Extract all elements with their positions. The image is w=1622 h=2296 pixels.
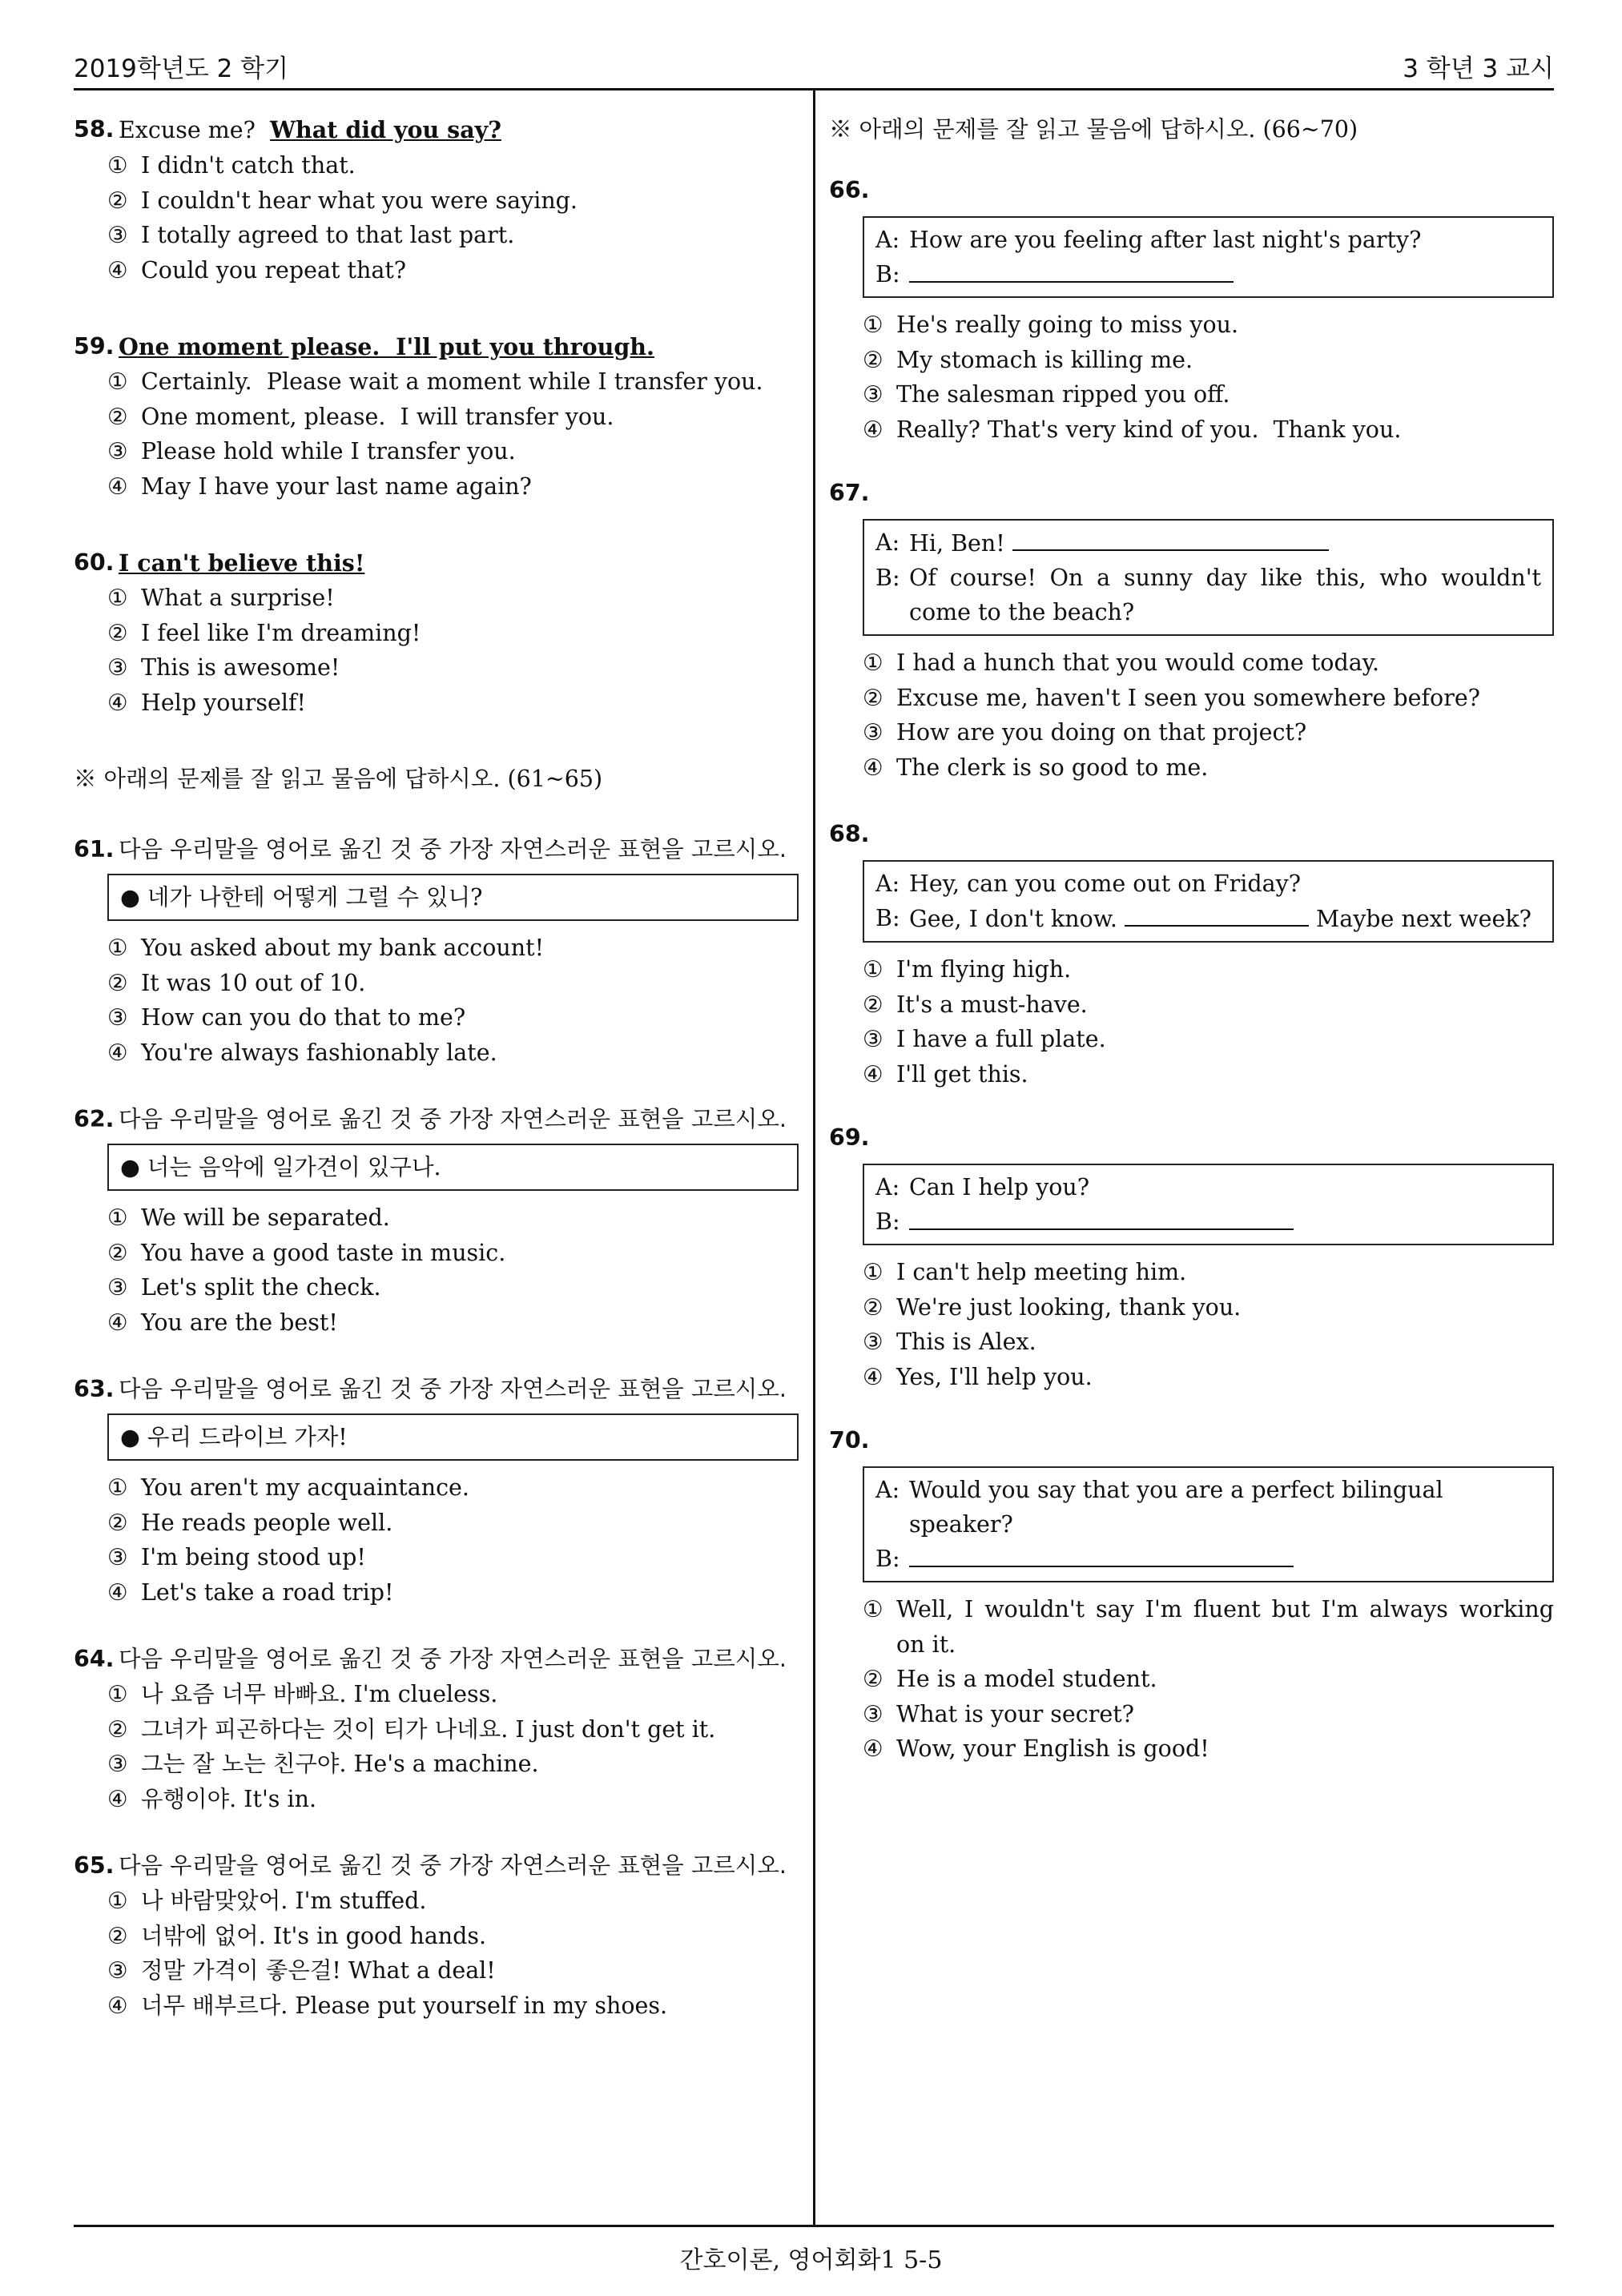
option[interactable]: ④ Let's take a road trip!: [107, 1578, 394, 1606]
line-a: Hey, can you come out on Friday?: [909, 871, 1301, 897]
question-stem: 다음 우리말을 영어로 옮긴 것 중 가장 자연스러운 표현을 고르시오.: [119, 836, 787, 863]
option[interactable]: ② I feel like I'm dreaming!: [107, 619, 421, 646]
options: [74, 1470, 799, 1610]
instruction-note: ※ 아래의 문제를 잘 읽고 물음에 답하시오. (61~65): [74, 766, 603, 792]
question-number: 63.: [74, 1376, 115, 1402]
option[interactable]: ② He is a model student.: [863, 1666, 1157, 1692]
dialog-box: [863, 1164, 1554, 1245]
question-stem: 다음 우리말을 영어로 옮긴 것 중 가장 자연스러운 표현을 고르시오.: [119, 1106, 787, 1132]
question-number: 60.: [74, 549, 115, 576]
option[interactable]: ② 그녀가 피곤하다는 것이 티가 나네요. I just don't get it.: [107, 1715, 716, 1743]
option[interactable]: ③ I'm being stood up!: [107, 1544, 366, 1570]
option[interactable]: ④ Yes, I'll help you.: [863, 1363, 1093, 1390]
speaker-b: B:: [875, 1208, 900, 1235]
question-number: 68.: [829, 821, 870, 847]
option[interactable]: ③ 정말 가격이 좋은걸! What a deal!: [107, 1957, 496, 1984]
question-stem: 다음 우리말을 영어로 옮긴 것 중 가장 자연스러운 표현을 고르시오.: [119, 1376, 787, 1402]
question-number: 66.: [829, 177, 870, 203]
options: [74, 931, 799, 1070]
question-number: 65.: [74, 1852, 115, 1879]
question-63: [74, 1372, 799, 1610]
option[interactable]: ③ How can you do that to me?: [107, 1004, 466, 1031]
dialog-box: [863, 519, 1554, 636]
option[interactable]: ④ May I have your last name again?: [107, 472, 532, 500]
column-divider: [813, 90, 815, 2225]
option[interactable]: ④ The clerk is so good to me.: [863, 754, 1209, 781]
option[interactable]: ④ I'll get this.: [863, 1060, 1028, 1088]
options: [74, 1884, 799, 2023]
options: [74, 1200, 799, 1340]
option[interactable]: ③ How are you doing on that project?: [863, 719, 1307, 746]
prompt-box: ● 너는 음악에 일가견이 있구나.: [107, 1144, 799, 1191]
question-number: 64.: [74, 1646, 115, 1672]
speaker-a: A:: [875, 227, 900, 253]
option[interactable]: ③ This is Alex.: [863, 1329, 1036, 1355]
option[interactable]: ① You aren't my acquaintance.: [107, 1474, 469, 1501]
option[interactable]: ④ Really? That's very kind of you. Thank you.: [863, 416, 1402, 443]
question-number: 67.: [829, 480, 870, 506]
options: [829, 645, 1554, 785]
speaker-a: A:: [875, 1477, 900, 1503]
line-a: Can I help you?: [909, 1174, 1090, 1200]
option[interactable]: ③ I totally agreed to that last part.: [107, 222, 515, 248]
option[interactable]: ① He's really going to miss you.: [863, 312, 1239, 338]
options: [74, 581, 799, 720]
options: [74, 364, 799, 504]
speaker-a: A:: [875, 529, 900, 556]
dialog-box: [863, 1466, 1554, 1582]
speaker-b: B:: [875, 565, 900, 591]
right-column: [829, 112, 1554, 1808]
option[interactable]: ① I'm flying high.: [863, 956, 1072, 983]
option[interactable]: ① Well, I wouldn't say I'm fluent but I'm always working on it.: [863, 1596, 1554, 1658]
option[interactable]: ④ Could you repeat that?: [107, 256, 407, 283]
answer-blank[interactable]: [909, 1542, 1294, 1567]
prompt-box: ● 네가 나한테 어떻게 그럴 수 있니?: [107, 874, 799, 921]
prompt-box: ● 우리 드라이브 가자!: [107, 1413, 799, 1461]
option[interactable]: ③ I have a full plate.: [863, 1026, 1106, 1052]
option[interactable]: ② It's a must-have.: [863, 991, 1088, 1018]
option[interactable]: ④ 유행이야. It's in.: [107, 1785, 317, 1812]
line-b-end: Maybe next week?: [1316, 906, 1531, 932]
options: [829, 1592, 1554, 1767]
question-number: 59.: [74, 333, 115, 360]
answer-blank[interactable]: [1012, 525, 1329, 551]
option[interactable]: ② Excuse me, haven't I seen you somewhere before?: [863, 684, 1480, 711]
option[interactable]: ② He reads people well.: [107, 1509, 393, 1536]
option[interactable]: ② My stomach is killing me.: [863, 346, 1193, 373]
options: [829, 1255, 1554, 1394]
instruction-note: ※ 아래의 문제를 잘 읽고 물음에 답하시오. (66~70): [829, 116, 1358, 143]
question-number: 58.: [74, 116, 115, 143]
question-61: [74, 832, 799, 1070]
question-number: 70.: [829, 1427, 870, 1454]
page-footer: 간호이론, 영어회화1 5-5: [679, 2246, 943, 2274]
question-69: [829, 1120, 1554, 1394]
line-a: How are you feeling after last night's party?: [909, 227, 1422, 253]
question-number: 61.: [74, 836, 115, 863]
option[interactable]: ② We're just looking, thank you.: [863, 1293, 1242, 1321]
page-header: [74, 44, 1554, 88]
grade-period-label: 3 학년 3 교시: [1403, 54, 1554, 83]
option[interactable]: ③ The salesman ripped you off.: [863, 381, 1230, 408]
option[interactable]: ④ You are the best!: [107, 1309, 338, 1336]
question-65: [74, 1848, 799, 2023]
option[interactable]: ③ Please hold while I transfer you.: [107, 438, 516, 464]
option[interactable]: ③ Let's split the check.: [107, 1274, 381, 1301]
option[interactable]: ② 너밖에 없어. It's in good hands.: [107, 1922, 487, 1949]
line-b: Gee, I don't know.: [909, 906, 1117, 932]
question-number: 62.: [74, 1106, 115, 1132]
question-stem: Excuse me?: [119, 117, 256, 143]
option[interactable]: ④ 너무 배부르다. Please put yourself in my shoes.: [107, 1992, 668, 2019]
option[interactable]: ① We will be separated.: [107, 1204, 390, 1231]
option[interactable]: ① I had a hunch that you would come today.: [863, 649, 1380, 676]
dialog-box: [863, 860, 1554, 943]
question-stem: 다음 우리말을 영어로 옮긴 것 중 가장 자연스러운 표현을 고르시오.: [119, 1646, 787, 1672]
option[interactable]: ② One moment, please. I will transfer you.: [107, 403, 614, 430]
line-a: Would you say that you are a perfect bilingual speaker?: [909, 1477, 1443, 1538]
left-column: [74, 112, 799, 2065]
option[interactable]: ① You asked about my bank account!: [107, 935, 545, 961]
question-68: [829, 817, 1554, 1092]
option[interactable]: ③ 그는 잘 노는 친구야. He's a machine.: [107, 1751, 539, 1777]
option[interactable]: ③ This is awesome!: [107, 654, 340, 681]
option[interactable]: ① 나 요즘 너무 바빠요. I'm clueless.: [107, 1681, 498, 1707]
answer-blank[interactable]: [909, 257, 1234, 283]
speaker-a: A:: [875, 1174, 900, 1200]
question-59: [74, 329, 799, 504]
question-67: [829, 476, 1554, 785]
question-64: [74, 1642, 799, 1816]
question-stem-emphasis: One moment please. I'll put you through.: [119, 333, 654, 360]
speaker-b: B:: [875, 905, 900, 931]
options: [829, 308, 1554, 447]
option[interactable]: ② It was 10 out of 10.: [107, 969, 366, 996]
option[interactable]: ④ You're always fashionably late.: [107, 1039, 497, 1066]
option[interactable]: ④ Help yourself!: [107, 689, 306, 716]
speaker-b: B:: [875, 1546, 900, 1572]
question-stem: 다음 우리말을 영어로 옮긴 것 중 가장 자연스러운 표현을 고르시오.: [119, 1852, 787, 1879]
option[interactable]: ① I can't help meeting him.: [863, 1259, 1187, 1285]
dialog-box: [863, 216, 1554, 298]
question-60: [74, 545, 799, 720]
question-66: [829, 173, 1554, 447]
question-62: [74, 1102, 799, 1340]
speaker-b: B:: [875, 261, 900, 288]
options: [74, 148, 799, 288]
answer-blank[interactable]: [1125, 901, 1309, 927]
option[interactable]: ③ What is your secret?: [863, 1700, 1134, 1727]
option[interactable]: ② You have a good taste in music.: [107, 1239, 506, 1266]
question-58: [74, 112, 799, 288]
option[interactable]: ① I didn't catch that.: [107, 152, 356, 179]
question-70: [829, 1423, 1554, 1767]
footer-rule: [74, 2225, 1554, 2227]
question-stem-emphasis: What did you say?: [270, 116, 501, 143]
question-number: 69.: [829, 1124, 870, 1151]
options: [74, 1677, 799, 1816]
line-a: Hi, Ben!: [909, 530, 1005, 557]
question-stem-emphasis: I can't believe this!: [119, 549, 365, 577]
line-b: Of course! On a sunny day like this, who wouldn't come to the beach?: [909, 565, 1541, 625]
option[interactable]: ① What a surprise!: [107, 585, 335, 611]
option[interactable]: ① 나 바람맞았어. I'm stuffed.: [107, 1888, 427, 1914]
options: [829, 952, 1554, 1092]
option[interactable]: ② I couldn't hear what you were saying.: [107, 187, 578, 214]
option[interactable]: ④ Wow, your English is good!: [863, 1735, 1209, 1762]
option[interactable]: ① Certainly. Please wait a moment while I transfer you.: [107, 368, 763, 395]
speaker-a: A:: [875, 871, 900, 897]
answer-blank[interactable]: [909, 1204, 1294, 1230]
semester-label: 2019학년도 2 학기: [74, 54, 289, 83]
